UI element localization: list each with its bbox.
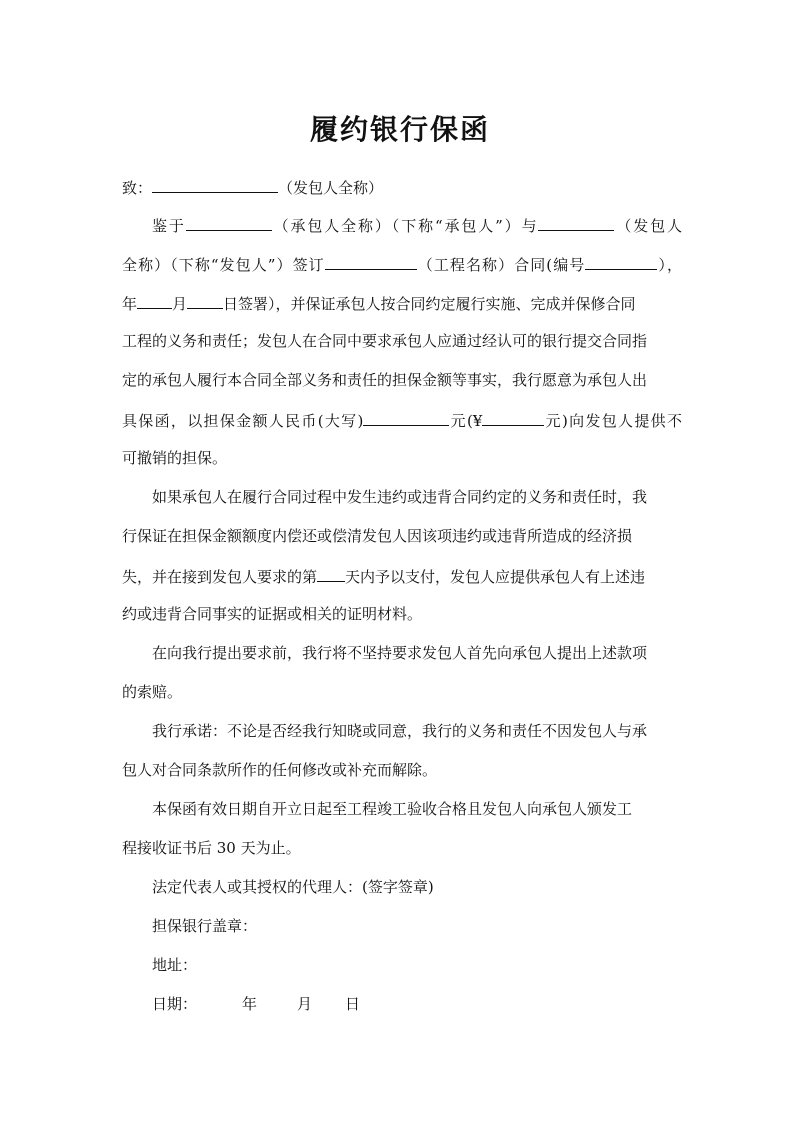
p1-line-4: 工程的义务和责任；发包人在合同中要求承包人应通过经认可的银行提交合同指 — [122, 332, 648, 350]
p2-line-1: 如果承包人在履行合同过程中发生违约或违背合同约定的义务和责任时，我 — [152, 488, 648, 506]
p1-line-7: 可撤销的担保。 — [122, 449, 228, 467]
p1-line-5: 定的承包人履行本合同全部义务和责任的担保金额等事实，我行愿意为承包人出 — [122, 371, 648, 389]
p1-text: （发包人 — [614, 217, 682, 235]
addressee-blank — [152, 175, 278, 193]
to-label: 致： — [122, 179, 153, 197]
p2-line-4: 约或违背合同事实的证据或相关的证明材料。 — [122, 605, 423, 623]
p5-line-2: 程接收证书后 30 天为止。 — [122, 839, 301, 857]
bank-stamp-line: 担保银行盖章： — [152, 917, 258, 935]
p1-text: 日签署），并保证承包人按合同约定履行实施、完成并保修合同 — [223, 295, 636, 313]
p2-text: 失，并在接到发包人要求的第 — [122, 568, 318, 586]
date-line — [152, 993, 682, 1015]
p2-text: 天内予以支付，发包人应提供承包人有上述违 — [345, 568, 646, 586]
employer-name-blank — [538, 213, 614, 231]
p1-line-1 — [152, 213, 682, 237]
p1-text: （承包人全称）（下称“承包人”）与 — [271, 217, 539, 235]
p1-text: （工程名称）合同(编号 — [416, 256, 586, 274]
days-blank — [317, 564, 345, 582]
p1-line-3 — [122, 291, 682, 315]
contract-number-blank — [585, 252, 657, 270]
p3-line-1: 在向我行提出要求前，我行将不坚持要求发包人首先向承包人提出上述款项 — [152, 644, 648, 662]
p1-text: 元)向发包人提供不 — [544, 412, 682, 430]
date-month-label: 月 — [297, 995, 313, 1013]
p1-text: 月 — [172, 295, 188, 313]
p1-text: 全称）（下称“发包人”）签订 — [122, 256, 325, 274]
p1-text: ）， — [657, 256, 682, 274]
project-name-blank — [325, 252, 417, 270]
month-blank — [187, 291, 223, 309]
contractor-name-blank — [186, 213, 272, 231]
p3-line-2: 的索赔。 — [122, 683, 183, 701]
p1-line-2 — [122, 252, 682, 276]
date-label: 日期： — [152, 995, 198, 1013]
p1-text: 具保函，以担保金额人民币(大写) — [122, 412, 364, 430]
p2-line-3 — [122, 564, 682, 588]
amount-figures-blank — [482, 408, 544, 426]
p1-text: 年 — [122, 295, 138, 313]
p1-text: 鉴于 — [152, 217, 186, 235]
p1-text: 元(¥ — [449, 412, 483, 430]
p2-line-2: 行保证在担保金额额度内偿还或偿清发包人因该项违约或违背所造成的经济损 — [122, 527, 633, 545]
p4-line-2: 包人对合同条款所作的任何修改或补充而解除。 — [122, 761, 438, 779]
date-day-label: 日 — [345, 995, 361, 1013]
p1-line-6 — [122, 408, 682, 432]
to-hint: （发包人全称） — [278, 179, 384, 197]
document-title: 履约银行保函 — [309, 113, 490, 146]
year-blank — [137, 291, 172, 309]
p4-line-1: 我行承诺：不论是否经我行知晓或同意，我行的义务和责任不因发包人与承 — [152, 722, 648, 740]
representative-signature-line: 法定代表人或其授权的代理人：(签字签章) — [152, 878, 434, 896]
date-year-label: 年 — [242, 995, 258, 1013]
p5-line-1: 本保函有效日期自开立日起至工程竣工验收合格且发包人向承包人颁发工 — [152, 800, 633, 818]
address-line: 地址： — [152, 956, 198, 974]
amount-words-blank — [363, 408, 449, 426]
addressee-line — [122, 175, 682, 199]
